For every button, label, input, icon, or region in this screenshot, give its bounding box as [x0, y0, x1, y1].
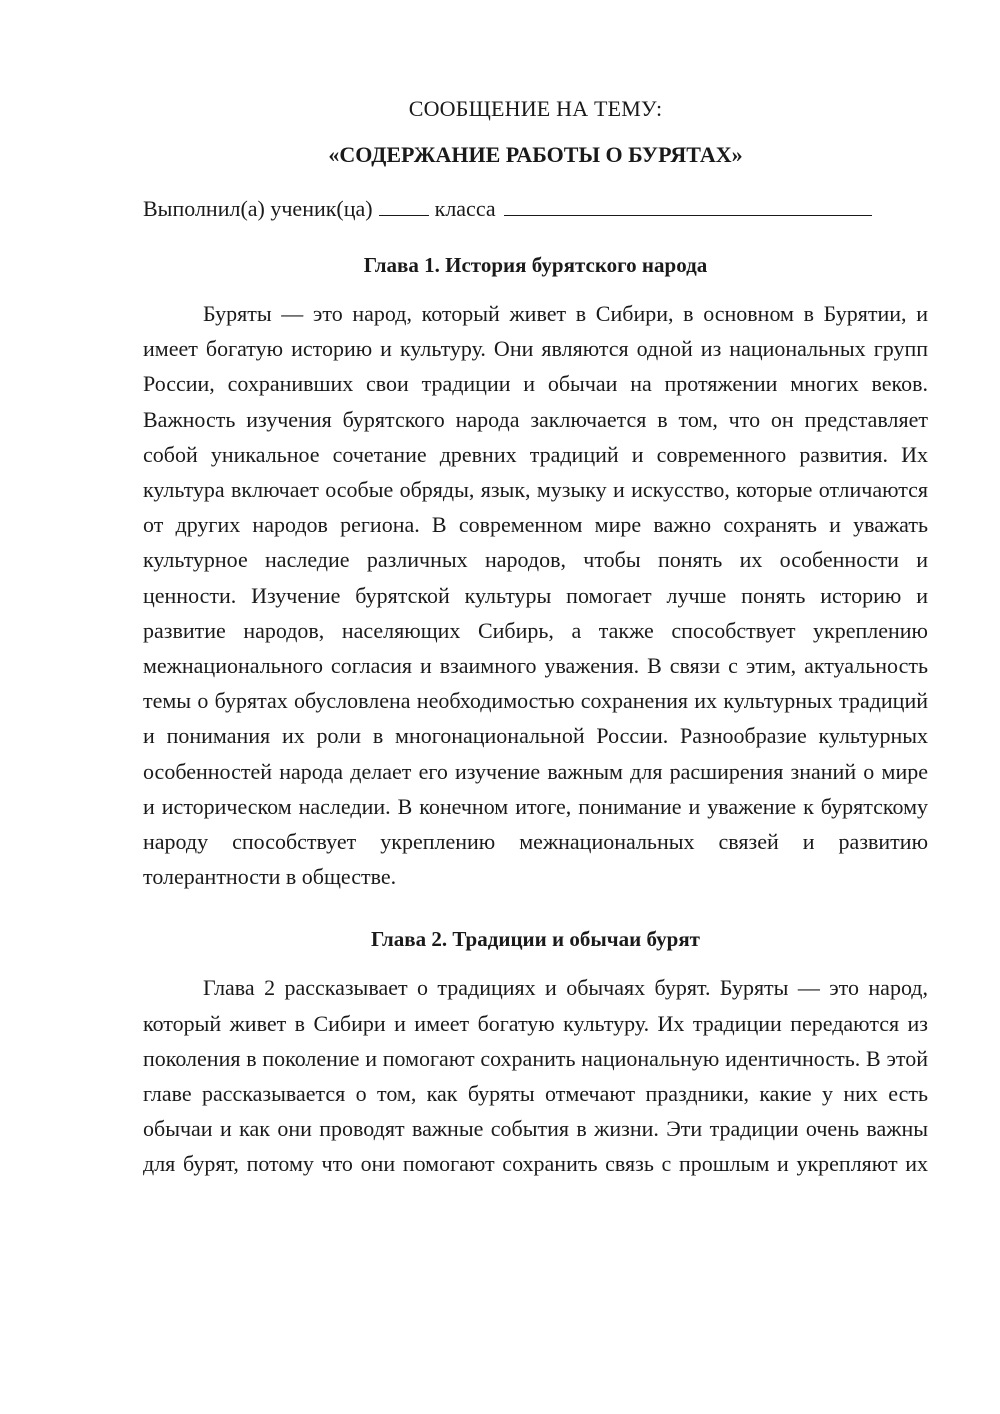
class-number-blank: [379, 193, 429, 216]
author-line: [143, 192, 928, 226]
class-label: класса: [434, 196, 496, 221]
chapter-2-paragraph: Глава 2 рассказывает о традициях и обычаях бурят. Буряты — это народ, который живет в Сибири и имеет богатую культуру. Их традиции передаются из поколения в поколение и помогают сохранить национальную идентичность. В этой главе рассказывается о том, как буряты отмечают праздники, какие у них есть обычаи и как они проводят важные события в жизни. Эти традиции очень важны для бурят, потому что они помогают сохранить связь с прошлым и укрепляют их: [143, 975, 928, 1177]
performed-by-label: Выполнил(а) ученик(ца): [143, 196, 373, 221]
document-page: [143, 92, 928, 1182]
chapter-1-heading: Глава 1. История бурятского народа: [363, 253, 708, 277]
document-subtitle: «СОДЕРЖАНИЕ РАБОТЫ О БУРЯТАХ»: [328, 142, 743, 167]
student-name-blank: [504, 193, 872, 216]
document-title: СООБЩЕНИЕ НА ТЕМУ:: [408, 96, 663, 121]
chapter-1-paragraph: Буряты — это народ, который живет в Сибири, в основном в Бурятии, и имеет богатую историю и культуру. Они являются одной из национальных групп России, сохранивших свои традиции и обычаи на протяжении многих веков. Важность изучения бурятского народа заключается в том, что он представляет собой уникальное сочетание древних традиций и современного развития. Их культура включает особые обряды, язык, музыку и искусство, которые отличаются от других народов региона. В современном мире важно сохранять и уважать культурное наследие различных народов, чтобы понять их особенности и ценности. Изучение бурятской культуры помогает лучше понять историю и развитие народов, населяющих Сибирь, а также способствует укреплению межнационального согласия и взаимного уважения. В связи с этим, актуальность темы о бурятах обусловлена необходимостью сохранения их культурных традиций и понимания их роли в многонациональной России. Разнообразие культурных особенностей народа делает его изучение важным для расширения знаний о мире и историческом наследии. В конечном итоге, понимание и уважение к бурятскому народу способствует укреплению межнациональных связей и развитию толерантности в обществе.: [143, 301, 928, 890]
chapter-2-heading: Глава 2. Традиции и обычаи бурят: [370, 927, 701, 952]
